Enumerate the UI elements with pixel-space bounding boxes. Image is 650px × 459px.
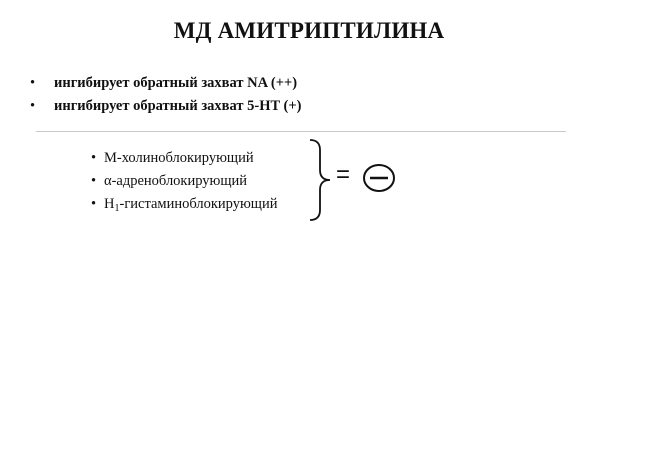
list-item-prefix: Н — [104, 196, 115, 212]
bullet: • — [91, 196, 97, 212]
equals-sign: = — [336, 161, 351, 188]
bullet: • — [30, 75, 36, 91]
list-item-text: ингибирует обратный захват 5-HT (+) — [54, 98, 302, 114]
list-item — [91, 147, 277, 170]
list-item-text: ингибирует обратный захват NA (++) — [54, 75, 298, 91]
minus-circle-icon — [362, 163, 396, 193]
bullet: • — [91, 173, 97, 189]
list-item — [91, 193, 277, 216]
blocking-effects-list — [91, 147, 277, 216]
list-item-text: М-холиноблокирующий — [104, 150, 254, 166]
list-item-text: α-адреноблокирующий — [104, 173, 248, 189]
list-item — [30, 95, 301, 118]
bullet: • — [91, 150, 97, 166]
slide-title: МД АМИТРИПТИЛИНА — [173, 18, 445, 43]
mechanism-list — [30, 72, 301, 118]
list-item-subscript: 1 — [114, 203, 120, 214]
list-item — [30, 72, 301, 95]
list-item — [91, 170, 277, 193]
right-brace-icon — [308, 138, 334, 222]
list-item-text: -гистаминоблокирующий — [119, 196, 278, 212]
bullet: • — [30, 98, 36, 114]
divider — [36, 131, 566, 132]
